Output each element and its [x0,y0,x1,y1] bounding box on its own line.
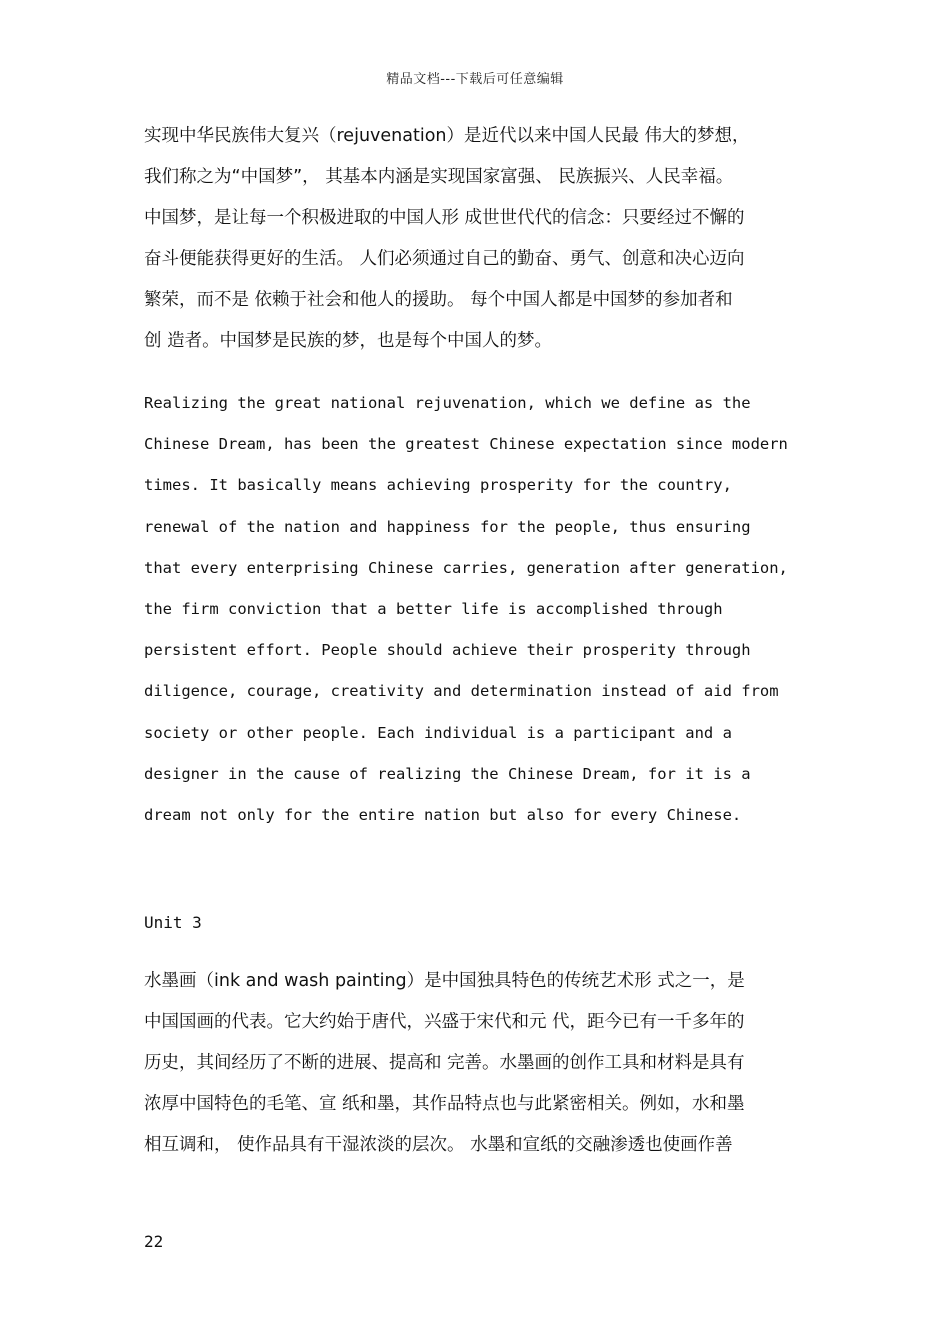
paragraph-line: 中国梦，是让每一个积极进取的中国人形 成世世代代的信念：只要经过不懈的 [144,208,745,228]
paragraph-line: 历史，其间经历了不断的进展、提高和 完善。水墨画的创作工具和材料是具有 [144,1053,745,1073]
chinese-paragraph-ink-wash-painting [144,961,806,1166]
paragraph-line: that every enterprising Chinese carries, generation after generation, [144,558,788,577]
paragraph-line: Realizing the great national rejuvenation, which we define as the [144,394,751,412]
paragraph-line: designer in the cause of realizing the Chinese Dream, for it is a [144,764,751,783]
chinese-paragraph-chinese-dream [144,116,806,362]
paragraph-line: 奋斗便能获得更好的生活。 人们必须通过自己的勤奋、勇气、创意和决心迈向 [144,249,745,269]
page-number: 22 [144,1232,164,1251]
paragraph-line: the firm conviction that a better life is accomplished through [144,599,723,618]
paragraph-line: 创 造者。中国梦是民族的梦，也是每个中国人的梦。 [144,331,553,351]
paragraph-line: 实现中华民族伟大复兴（rejuvenation）是近代以来中国人民最 伟大的梦想， [144,126,750,146]
paragraph-line: renewal of the nation and happiness for the people, thus ensuring [144,517,751,536]
english-translation-paragraph [144,383,824,836]
paragraph-line: 浓厚中国特色的毛笔、宣 纸和墨，其作品特点也与此紧密相关。例如，水和墨 [144,1094,745,1114]
paragraph-line: times. It basically means achieving prosperity for the country, [144,476,732,495]
paragraph-line: Chinese Dream, has been the greatest Chinese expectation since modern [144,435,788,454]
paragraph-line: 中国国画的代表。它大约始于唐代，兴盛于宋代和元 代，距今已有一千多年的 [144,1012,745,1032]
paragraph-line: 水墨画（ink and wash painting）是中国独具特色的传统艺术形 式之一，是 [144,971,745,991]
page-header: 精品文档---下载后可任意编辑 [386,72,564,87]
unit-heading: Unit 3 [144,913,202,932]
paragraph-line: society or other people. Each individual is a participant and a [144,723,732,742]
paragraph-line: diligence, courage, creativity and determination instead of aid from [144,682,779,701]
paragraph-line: 相互调和， 使作品具有干湿浓淡的层次。 水墨和宣纸的交融渗透也使画作善 [144,1135,733,1155]
paragraph-line: 繁荣，而不是 依赖于社会和他人的援助。 每个中国人都是中国梦的参加者和 [144,290,733,310]
paragraph-line: 我们称之为“中国梦”， 其基本内涵是实现国家富强、 民族振兴、人民幸福。 [144,167,734,187]
paragraph-line: persistent effort. People should achieve their prosperity through [144,641,751,660]
paragraph-line: dream not only for the entire nation but also for every Chinese. [144,805,742,824]
